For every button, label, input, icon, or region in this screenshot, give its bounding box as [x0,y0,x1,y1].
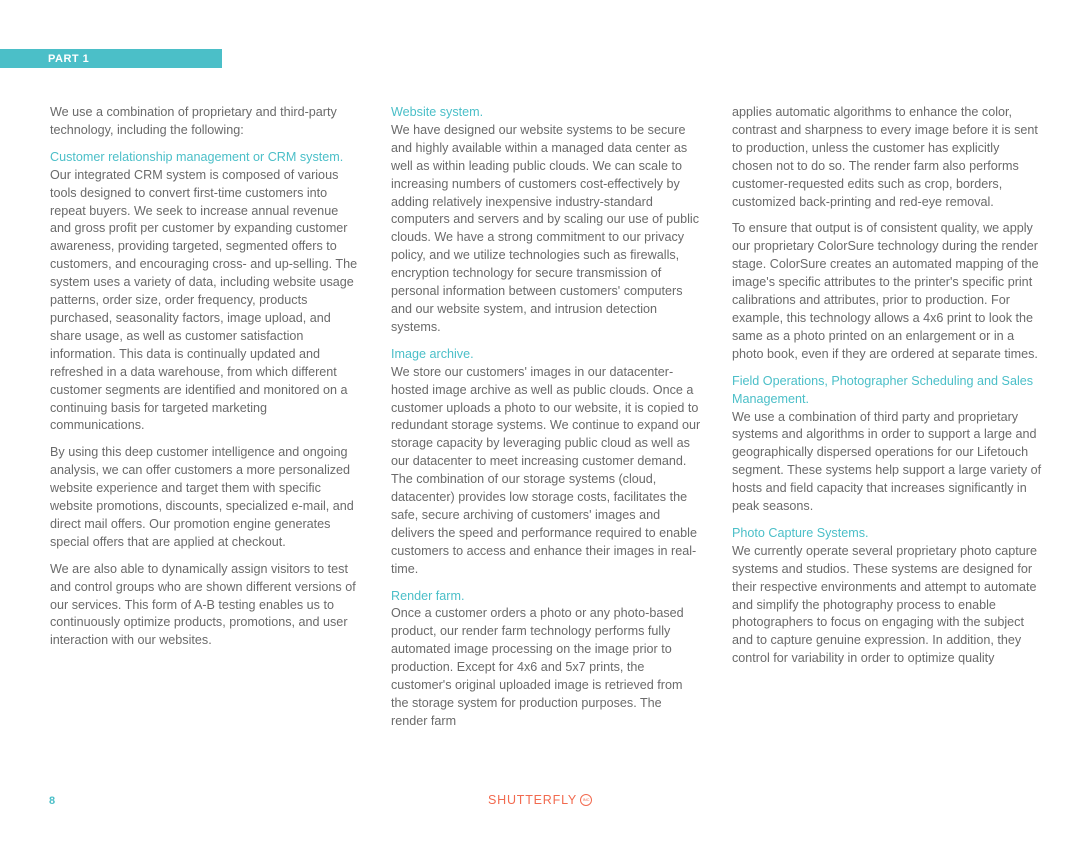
field-operations-paragraph: We use a combination of third party and proprietary systems and algorithms in order to support a large and geographically dispersed operations for our Lifetouch segment. These systems help support a large variety of hosts and field capacity that increases significantly in peak seasons. [732,409,1042,514]
crm-section [50,149,360,436]
logo-text: SHUTTERFLY [488,793,578,807]
field-operations-heading: Field Operations, Photographer Scheduling and Sales Management. [732,373,1034,406]
photo-capture-section [732,525,1042,668]
render-continued-paragraph: applies automatic algorithms to enhance the color, contrast and sharpness to every image before it is sent to production, unless the customer has explicitly chosen not to do so. The render farm also performs customer-requested edits such as crop, borders, customized back-printing and red-eye removal. [732,105,1038,209]
part-banner [0,49,222,68]
crm-paragraph-3: We are also able to dynamically assign visitors to test and control groups who are shown different versions of our services. This form of A-B testing enables us to continuously optimize products, promotions, and user interaction with our websites. [50,561,356,648]
intro-paragraph: We use a combination of proprietary and third-party technology, including the following: [50,105,337,137]
column-3 [732,104,1042,677]
page-number: 8 [49,795,56,807]
crm-heading: Customer relationship management or CRM system. [50,149,344,164]
archive-heading: Image archive. [391,346,474,361]
colorsure-paragraph: To ensure that output is of consistent quality, we apply our proprietary ColorSure technology during the render stage. ColorSure creates an automated mapping of the image's specific attributes to the printer's specific print calibrations and attributes, prior to production. For example, this technology allows a 4x6 print to look the same as a photo printed on an enlargement or in a photo book, even if they are ordered at separate times. [732,221,1039,361]
archive-section [391,346,701,579]
render-heading: Render farm. [391,588,465,603]
photo-capture-heading: Photo Capture Systems. [732,525,869,540]
part-label: PART 1 [48,53,90,65]
shutterfly-logo [488,792,592,808]
website-section [391,104,701,337]
crm-paragraph-1: Our integrated CRM system is composed of various tools designed to convert first-time customers into repeat buyers. We seek to increase annual revenue and gross profit per customer by expanding customer awareness, providing targeted, segmented offers to customers, and encouraging cross- and up-selling. The system uses a variety of data, including website usage patterns, order size, order frequency, products purchased, seasonality factors, image upload, and share usage, as well as customer satisfaction information. This data is continually updated and refreshed in a data warehouse, from which different customer segments are identified and monitored on a continuing basis for targeted marketing communications. [50,167,358,433]
field-operations-section [732,373,1042,516]
website-heading: Website system. [391,105,484,119]
column-2 [391,104,701,740]
crm-paragraph-2: By using this deep customer intelligence and ongoing analysis, we can offer customers a more personalized website experience and target them with specific website promotions, discounts, specialized e-mail, and direct mail offers. Our promotion engine generates special offers that are applied at checkout. [50,445,354,549]
photo-capture-paragraph: We currently operate several proprietary photo capture systems and studios. These systems are designed for their respective environments and attempt to automate and simplify the photography process to enable photographers to focus on engaging with the subject and to capture genuine expression. In addition, they control for variability in order to optimize quality [732,543,1037,666]
column-1 [50,104,360,659]
logo-badge: INC [580,794,592,806]
render-section [391,588,701,731]
render-paragraph: Once a customer orders a photo or any photo-based product, our render farm technology performs fully automated image processing on the image prior to production. Except for 4x6 and 5x7 prints, the customer's original uploaded image is retrieved from the storage system for production purposes. The render farm [391,606,684,728]
archive-paragraph: We store our customers' images in our datacenter-hosted image archive as well as public clouds. Once a customer uploads a photo to our website, it is copied to redundant storage systems. We continue to expand our storage capacity by leveraging public cloud as well as our datacenter to meet increasing customer demand. The combination of our storage systems (cloud, datacenter) provides low storage costs, facilitates the safe, secure archiving of customers' images and delivers the speed and performance required to enable customers to access and enhance their images in real-time. [391,364,701,576]
website-paragraph: We have designed our website systems to be secure and highly available within a managed data center as well as within leading public clouds. We can scale to increasing numbers of customers cost-effectively by adding relatively inexpensive industry-standard computers and servers and by scaling our use of public clouds. We have a strong commitment to our privacy policy, and we utilize technologies such as firewalls, encryption technology for secure transmission of personal information between customers' computers and our website system, and intrusion detection systems. [391,122,700,334]
